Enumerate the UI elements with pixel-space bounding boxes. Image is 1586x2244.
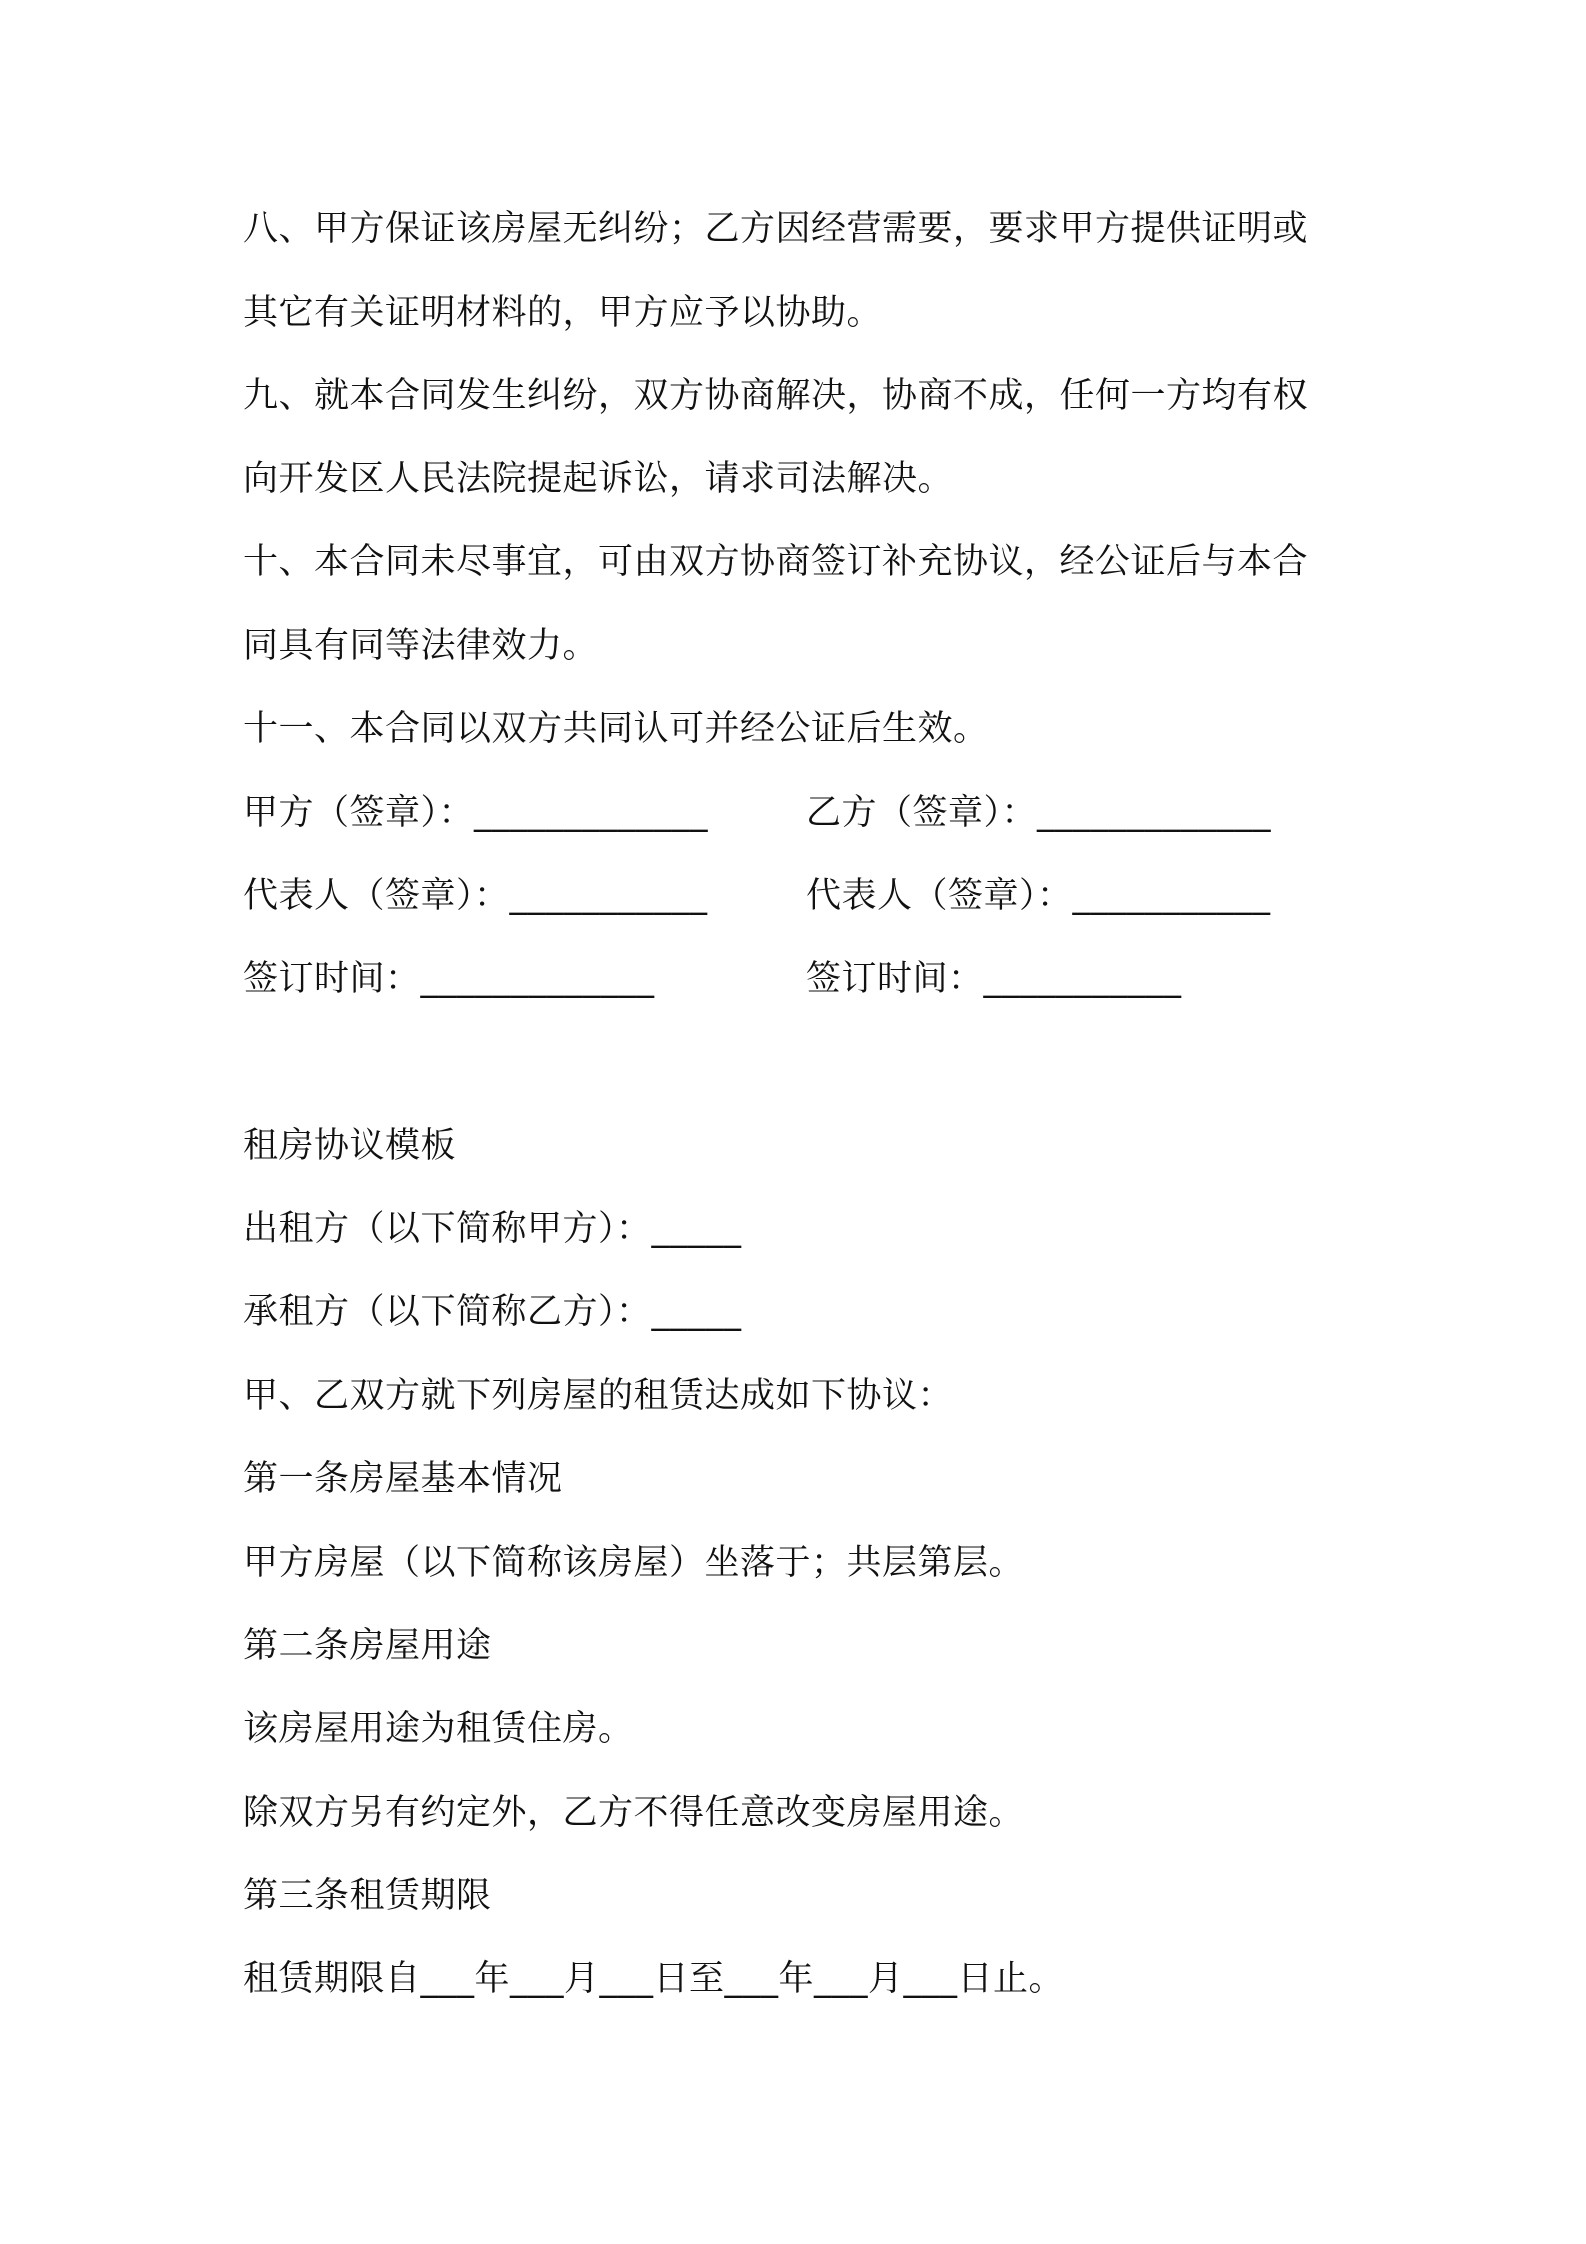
clause-9-line-2: 向开发区人民法院提起诉讼，请求司法解决。 bbox=[243, 459, 954, 499]
article-2-heading: 第二条房屋用途 bbox=[243, 1626, 492, 1666]
clause-11: 十一、本合同以双方共同认可并经公证后生效。 bbox=[243, 709, 989, 749]
article-3-heading: 第三条租赁期限 bbox=[243, 1876, 492, 1916]
lessor-line: 出租方（以下简称甲方）：_____ bbox=[243, 1209, 742, 1249]
article-1-text: 甲方房屋（以下简称该房屋）坐落于；共层第层。 bbox=[243, 1543, 1025, 1583]
signing-date-b: 签订时间：___________ bbox=[806, 959, 1182, 999]
article-3-text: 租赁期限自___年___月___日至___年___月___日止。 bbox=[243, 1959, 1065, 1999]
signature-representative-a: 代表人（签章）：___________ bbox=[243, 876, 708, 916]
signature-party-b: 乙方（签章）：_____________ bbox=[806, 793, 1272, 833]
clause-10-line-2: 同具有同等法律效力。 bbox=[243, 626, 599, 666]
clause-8-line-1: 八、甲方保证该房屋无纠纷；乙方因经营需要，要求甲方提供证明或 bbox=[243, 209, 1309, 249]
agreement-title: 租房协议模板 bbox=[243, 1126, 457, 1166]
clause-8-line-2: 其它有关证明材料的，甲方应予以协助。 bbox=[243, 293, 883, 333]
agreement-intro: 甲、乙双方就下列房屋的租赁达成如下协议： bbox=[243, 1376, 954, 1416]
article-2-text-1: 该房屋用途为租赁住房。 bbox=[243, 1709, 634, 1749]
lessee-line: 承租方（以下简称乙方）：_____ bbox=[243, 1292, 742, 1332]
article-2-text-2: 除双方另有约定外，乙方不得任意改变房屋用途。 bbox=[243, 1793, 1025, 1833]
article-1-heading: 第一条房屋基本情况 bbox=[243, 1459, 563, 1499]
clause-9-line-1: 九、就本合同发生纠纷，双方协商解决，协商不成，任何一方均有权 bbox=[243, 376, 1309, 416]
signature-party-a: 甲方（签章）：_____________ bbox=[243, 793, 709, 833]
clause-10-line-1: 十、本合同未尽事宜，可由双方协商签订补充协议，经公证后与本合 bbox=[243, 542, 1309, 582]
signing-date-a: 签订时间：_____________ bbox=[243, 959, 655, 999]
signature-representative-b: 代表人（签章）：___________ bbox=[806, 876, 1271, 916]
